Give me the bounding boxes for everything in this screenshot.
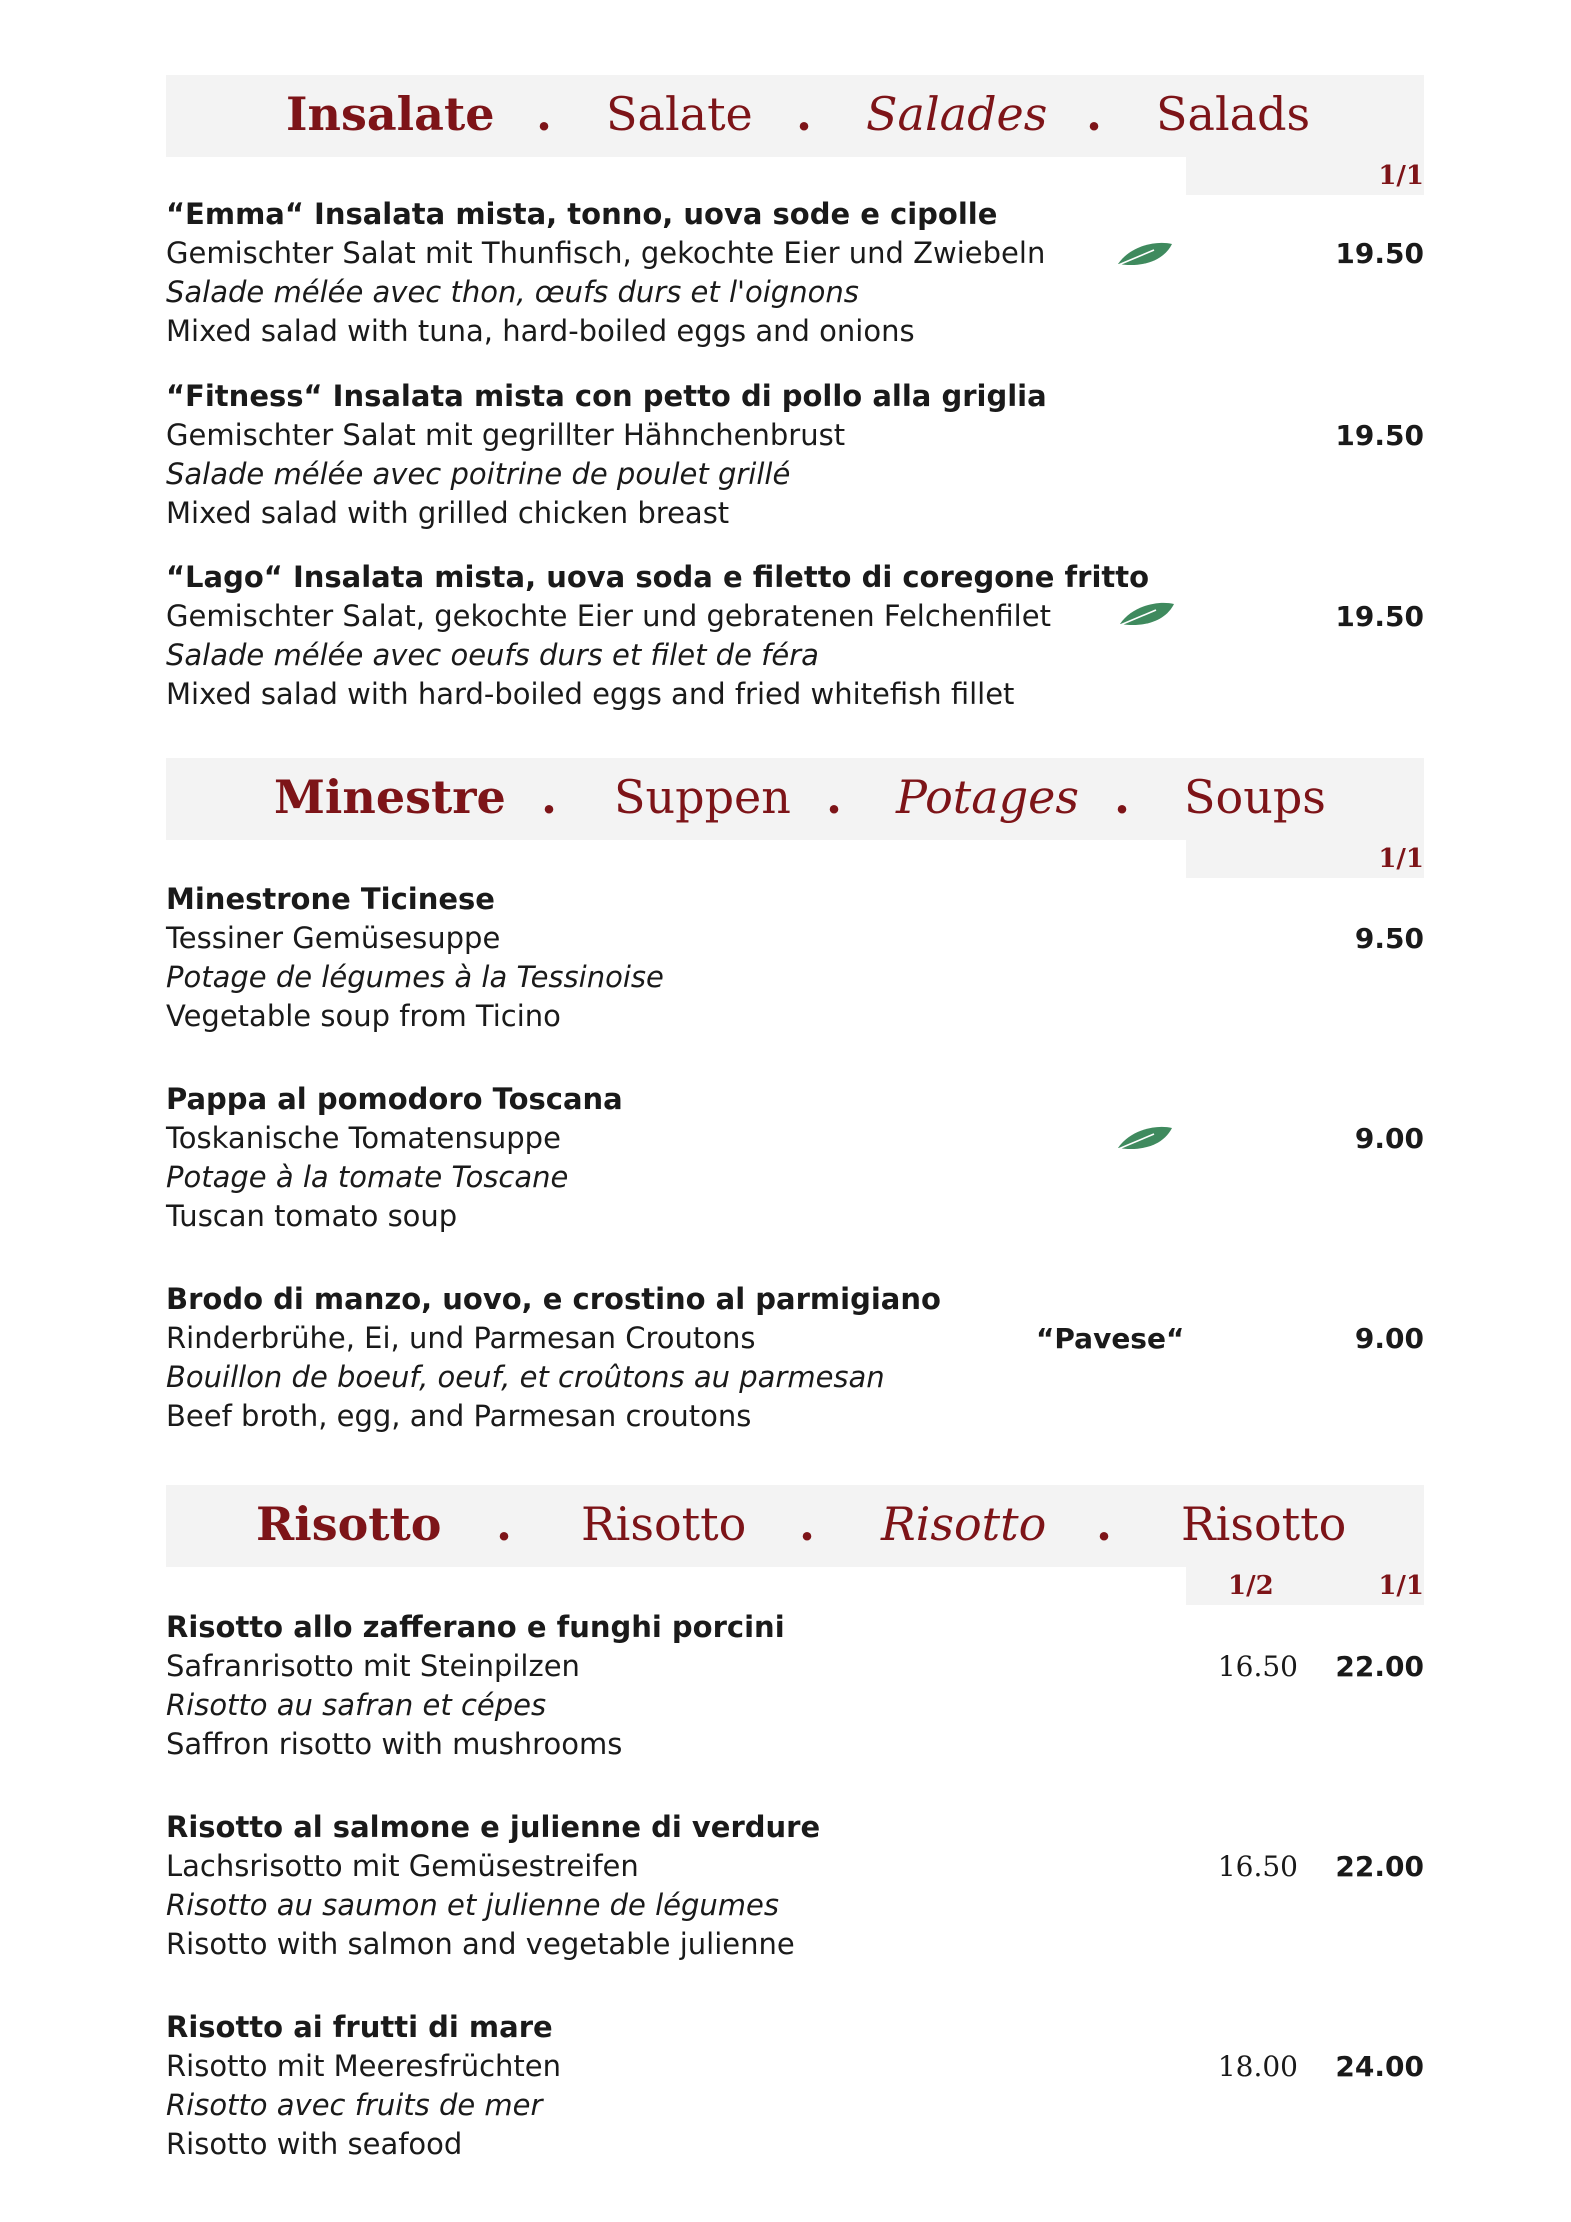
size-header <box>1186 157 1424 195</box>
title-italian: Insalate <box>286 87 495 141</box>
size-label-full: 1/1 <box>1378 161 1424 191</box>
leaf-icon <box>1114 238 1176 272</box>
title-separator: . <box>496 1497 513 1551</box>
price-full: 22.00 <box>1335 1850 1424 1883</box>
item-german: Lachsrisotto mit Gemüsestreifen <box>166 1849 639 1883</box>
item-german: Risotto mit Meeresfrüchten <box>166 2049 562 2083</box>
item-german: Rinderbrühe, Ei, und Parmesan Croutons <box>166 1321 756 1355</box>
title-english: Soups <box>1184 770 1326 824</box>
item-french: Salade mélée avec oeufs durs et filet de féra <box>166 638 819 672</box>
title-separator: . <box>796 87 813 141</box>
section-soups <box>166 758 1424 1433</box>
item-german: Gemischter Salat, gekochte Eier und gebratenen Felchenfilet <box>166 599 1051 633</box>
title-english: Risotto <box>1181 1497 1347 1551</box>
item-french: Salade mélée avec poitrine de poulet grillé <box>166 457 791 491</box>
item-name: Risotto al salmone e julienne di verdure <box>166 1810 821 1844</box>
item-german: Safranrisotto mit Steinpilzen <box>166 1649 580 1683</box>
price-full: 9.00 <box>1354 1322 1424 1355</box>
title-italian: Minestre <box>274 770 506 824</box>
item-note: “Pavese“ <box>1036 1322 1185 1355</box>
price-half: 16.50 <box>1217 1850 1298 1883</box>
item-english: Mixed salad with tuna, hard-boiled eggs and onions <box>166 314 915 348</box>
title-german: Risotto <box>581 1497 747 1551</box>
leaf-icon <box>1114 1122 1176 1156</box>
title-french: Risotto <box>881 1497 1047 1551</box>
item-french: Salade mélée avec thon, œufs durs et l'oignons <box>166 275 859 309</box>
item-german: Gemischter Salat mit Thunfisch, gekochte Eier und Zwiebeln <box>166 236 1046 270</box>
section-header <box>166 1485 1424 1567</box>
leaf-icon <box>1116 598 1178 632</box>
title-separator: . <box>826 770 843 824</box>
title-german: Suppen <box>614 770 791 824</box>
item-name: Risotto allo zafferano e funghi porcini <box>166 1610 785 1644</box>
price-full: 19.50 <box>1335 600 1424 633</box>
item-french: Risotto au safran et cépes <box>166 1688 547 1722</box>
section-header <box>166 75 1424 157</box>
item-english: Saffron risotto with mushrooms <box>166 1727 623 1761</box>
item-name: “Lago“ Insalata mista, uova soda e filetto di coregone fritto <box>166 560 1150 594</box>
price-full: 9.50 <box>1354 922 1424 955</box>
item-name: Brodo di manzo, uovo, e crostino al parmigiano <box>166 1282 941 1316</box>
item-german: Tessiner Gemüsesuppe <box>166 921 501 955</box>
item-french: Potage à la tomate Toscane <box>166 1160 569 1194</box>
price-full: 19.50 <box>1335 237 1424 270</box>
item-english: Risotto with seafood <box>166 2127 463 2161</box>
title-german: Salate <box>606 87 753 141</box>
section-salads <box>166 75 1424 711</box>
item-english: Mixed salad with grilled chicken breast <box>166 496 730 530</box>
item-name: Risotto ai frutti di mare <box>166 2010 553 2044</box>
item-french: Risotto au saumon et julienne de légumes <box>166 1888 779 1922</box>
size-label-full: 1/1 <box>1378 1571 1424 1601</box>
title-separator: . <box>536 87 553 141</box>
item-name: Minestrone Ticinese <box>166 882 495 916</box>
item-name: “Fitness“ Insalata mista con petto di pollo alla griglia <box>166 379 1047 413</box>
price-half: 16.50 <box>1217 1650 1298 1683</box>
size-label-half: 1/2 <box>1228 1571 1274 1601</box>
item-english: Mixed salad with hard-boiled eggs and fried whitefish fillet <box>166 677 1015 711</box>
item-french: Potage de légumes à la Tessinoise <box>166 960 664 994</box>
item-french: Risotto avec fruits de mer <box>166 2088 543 2122</box>
item-name: “Emma“ Insalata mista, tonno, uova sode e cipolle <box>166 197 998 231</box>
item-name: Pappa al pomodoro Toscana <box>166 1082 623 1116</box>
price-full: 24.00 <box>1335 2050 1424 2083</box>
item-english: Vegetable soup from Ticino <box>166 999 561 1033</box>
price-half: 18.00 <box>1217 2050 1298 2083</box>
size-header <box>1186 1567 1424 1605</box>
size-label-full: 1/1 <box>1378 844 1424 874</box>
item-french: Bouillon de boeuf, oeuf, et croûtons au parmesan <box>166 1360 885 1394</box>
title-separator: . <box>1086 87 1103 141</box>
item-english: Risotto with salmon and vegetable julienne <box>166 1927 795 1961</box>
item-english: Tuscan tomato soup <box>166 1199 458 1233</box>
price-full: 22.00 <box>1335 1650 1424 1683</box>
size-header <box>1186 840 1424 878</box>
title-separator: . <box>1096 1497 1113 1551</box>
item-german: Gemischter Salat mit gegrillter Hähnchenbrust <box>166 418 846 452</box>
section-risotto <box>166 1485 1424 2161</box>
title-french: Salades <box>866 87 1048 141</box>
title-english: Salads <box>1156 87 1311 141</box>
section-header <box>166 758 1424 840</box>
title-separator: . <box>1114 770 1131 824</box>
price-full: 19.50 <box>1335 419 1424 452</box>
title-french: Potages <box>896 770 1079 824</box>
item-english: Beef broth, egg, and Parmesan croutons <box>166 1399 752 1433</box>
item-german: Toskanische Tomatensuppe <box>166 1121 561 1155</box>
price-full: 9.00 <box>1354 1122 1424 1155</box>
title-italian: Risotto <box>256 1497 442 1551</box>
title-separator: . <box>799 1497 816 1551</box>
title-separator: . <box>541 770 558 824</box>
